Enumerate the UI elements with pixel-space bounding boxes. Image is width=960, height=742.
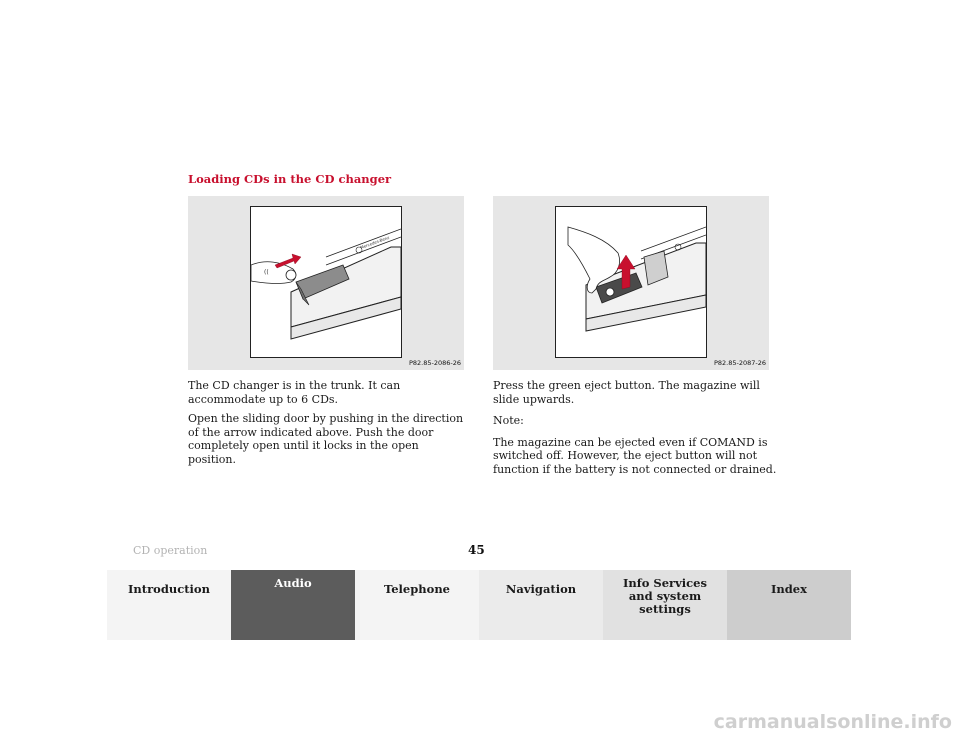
cd-changer-illustration: [556, 207, 706, 357]
tab-navigation[interactable]: [479, 570, 603, 640]
chapter-navigation: [107, 570, 851, 640]
tab-index[interactable]: [727, 570, 851, 640]
illustration-frame: [555, 206, 707, 358]
paragraph: The CD changer is in the trunk. It can accommodate up to 6 CDs.: [188, 379, 401, 406]
right-column-text: [493, 379, 778, 483]
tab-info-services[interactable]: [603, 570, 727, 640]
tab-label: Introduction: [128, 582, 210, 596]
page-number: 45: [468, 543, 485, 557]
tab-label: Telephone: [384, 582, 450, 596]
section-title: Loading CDs in the CD changer: [188, 172, 392, 186]
paragraph: Open the sliding door by pushing in the direction of the arrow indicated above. Push the door completely open until it locks in the open position.: [188, 412, 464, 466]
note-label: Note:: [493, 414, 524, 428]
figure-eject-magazine: [493, 196, 769, 370]
watermark: carmanualsonline.info: [713, 711, 952, 733]
tab-label: Audio: [274, 576, 312, 590]
tab-label: Info Services and system settings: [623, 576, 707, 616]
paragraph: Press the green eject button. The magazine will slide upwards.: [493, 379, 760, 406]
left-column-text: [188, 379, 466, 473]
tab-introduction[interactable]: [107, 570, 231, 640]
figure-code: P82.85-2086-26: [408, 359, 461, 367]
tab-audio[interactable]: [231, 570, 355, 640]
figure-code: P82.85-2087-26: [713, 359, 766, 367]
figure-open-sliding-door: [188, 196, 464, 370]
svg-text:((: ((: [264, 269, 269, 276]
illustration-frame: [250, 206, 402, 358]
tab-label: Index: [771, 582, 807, 596]
cd-changer-illustration: [251, 207, 401, 357]
tab-label: Navigation: [505, 582, 577, 596]
tab-telephone[interactable]: [355, 570, 479, 640]
footer-section-name: CD operation: [133, 544, 208, 557]
paragraph: The magazine can be ejected even if COMAND is switched off. However, the eject button will not function if the battery is not connected or drained.: [493, 435, 777, 476]
svg-text:Mercedes-Benz: Mercedes-Benz: [359, 234, 390, 250]
